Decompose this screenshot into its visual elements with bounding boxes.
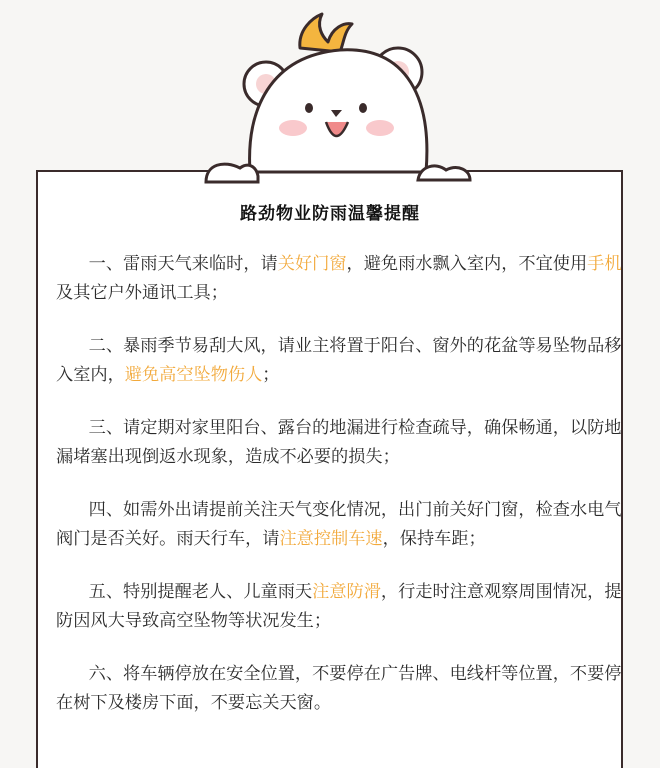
bear-mascot-icon [0,0,660,200]
paragraph-text: 及其它户外通讯工具； [56,283,228,303]
paragraph-text: ，行走时注意观察周围情况，提防因风大导致高空坠物等状况发生； [56,582,622,631]
highlighted-text: 注意防滑 [312,582,381,602]
paragraph-text: 四、如需外出请提前关注天气变化情况，出门前关好门窗，检查水电气阀门是否关好。雨天行车，请 [56,500,622,549]
paragraph-text: 三、请定期对家里阳台、露台的地漏进行检查疏导，确保畅通，以防地漏堵塞出现倒返水现象，造成不必要的损失； [56,418,622,467]
paragraph-text: ，避免雨水飘入室内，不宜使用 [346,254,588,274]
paragraph-text: 二、暴雨季节易刮大风，请业主将置于阳台、窗外的花盆等易坠物品移入室内， [56,336,622,385]
highlighted-text: 手机 [587,254,622,274]
paragraph-text: 一、雷雨天气来临时，请 [88,254,278,274]
highlighted-text: 注意控制车速 [279,529,383,549]
paragraph-text: 六、将车辆停放在安全位置，不要停在广告牌、电线杆等位置，不要停在树下及楼房下面，不要忘关天窗。 [56,664,622,713]
paragraph-text: 五、特别提醒老人、儿童雨天 [88,582,313,602]
notice-paragraph [56,660,622,718]
paragraph-text: ，保持车距； [382,529,486,549]
paragraph-text: ； [262,365,280,385]
highlighted-text: 避免高空坠物伤人 [124,365,263,385]
notice-title: 路劲物业防雨温馨提醒 [240,204,420,224]
notice-paragraph [56,332,622,390]
notice-paragraph [56,250,622,308]
notice-paragraph [56,578,622,636]
notice-paragraph [56,496,622,554]
notice-body [56,250,622,742]
notice-paragraph [56,414,622,472]
highlighted-text: 关好门窗 [277,254,347,274]
